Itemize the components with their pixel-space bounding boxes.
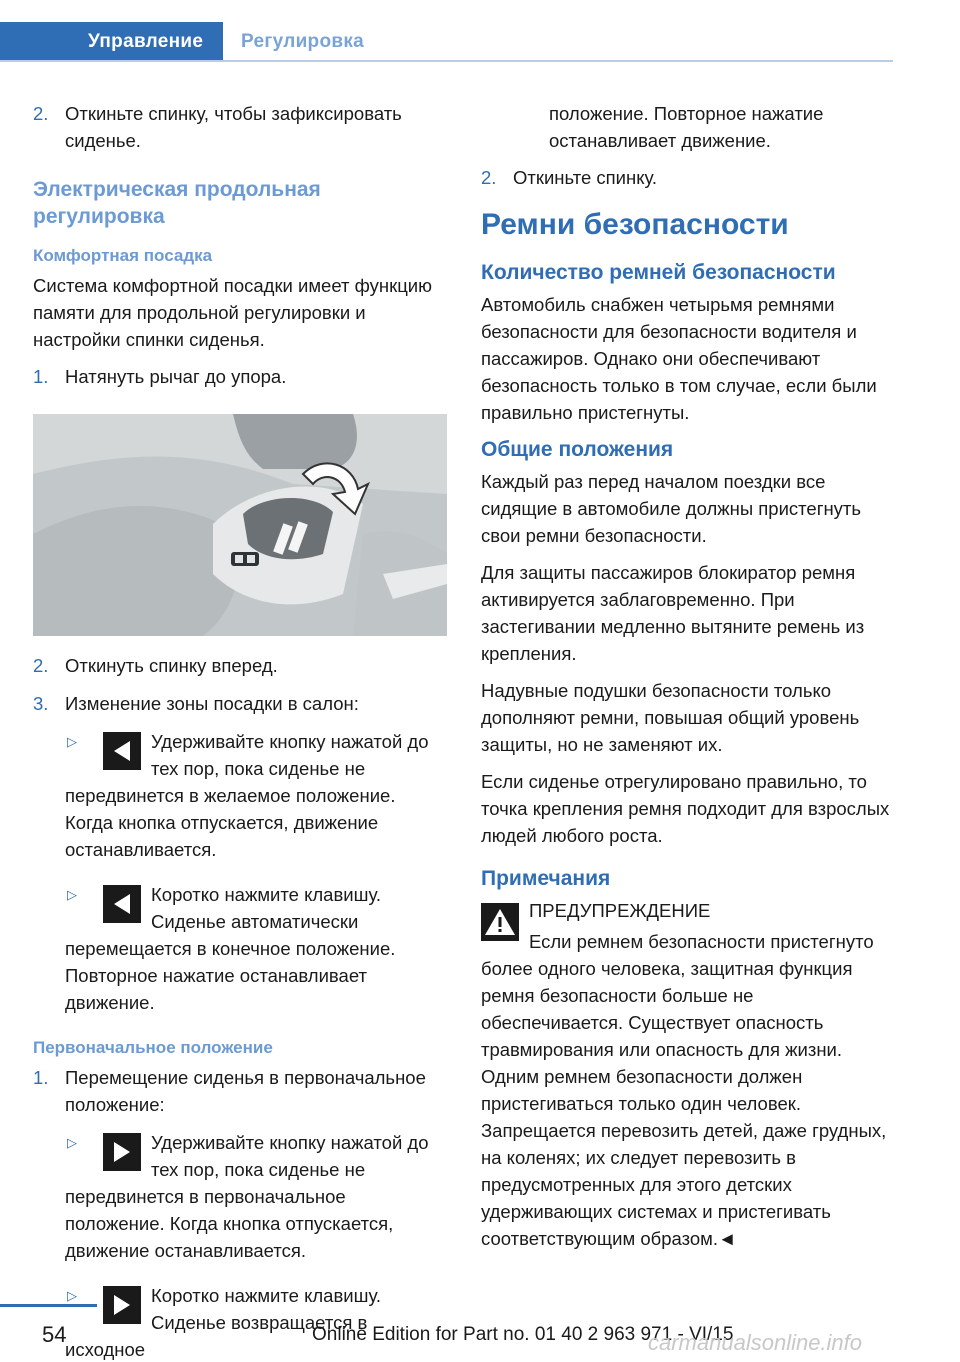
sub-text: Удерживайте кнопку нажатой до тех пор, пока сиденье не передвинется в желаемое положение. Когда кнопка отпускается, движение останавливается. — [65, 731, 429, 860]
left-column — [33, 100, 447, 1362]
step-item — [33, 100, 447, 154]
paragraph: Для защиты пассажиров блокиратор ремня активируется заблаговременно. При застегивании медленно вытяните ремень из крепления. — [481, 562, 865, 664]
seat-lever-illustration — [33, 414, 447, 636]
edition-note: Online Edition for Part no. 01 40 2 963 971 - VI/15 — [312, 1324, 734, 1345]
heading-general: Общие положения — [481, 438, 674, 461]
arrow-left-icon — [103, 885, 141, 923]
step-text: Откиньте спинку. — [513, 167, 658, 188]
step-item — [33, 363, 447, 390]
paragraph: Надувные подушки безопасности только дополняют ремни, повышая общий уровень защиты, но не заменяют их. — [481, 680, 860, 755]
sub-item — [33, 1282, 447, 1362]
paragraph: Если сиденье отрегулировано правильно, то точка крепления ремня подходит для взрослых людей любого роста. — [481, 771, 890, 846]
step-number: 1. — [33, 366, 49, 387]
warning-block — [481, 897, 893, 924]
heading-comfort-entry: Комфортная посадка — [33, 246, 213, 265]
sub-text: Коротко нажмите клавишу. Сиденье возвращается в исходное — [65, 1285, 381, 1360]
seat-lever-photo — [33, 414, 447, 636]
step-number: 1. — [33, 1067, 49, 1088]
heading-notes: Примечания — [481, 867, 611, 890]
arrow-right-icon — [103, 1133, 141, 1171]
continued-text: положение. Повторное нажатие останавливает движение. — [549, 103, 824, 151]
sub-item — [33, 728, 447, 863]
warning-triangle-icon — [481, 903, 519, 941]
step-text: Изменение зоны посадки в салон: — [65, 693, 359, 714]
sub-item — [33, 1129, 447, 1264]
step-text: Откинуть спинку вперед. — [65, 655, 278, 676]
heading-electric-adjust: Электрическая продольная регулировка — [33, 178, 321, 228]
sub-marker: ▷ — [67, 734, 77, 749]
step-text: Перемещение сиденья в первоначальное положение: — [65, 1067, 426, 1115]
arrow-left-icon — [103, 732, 141, 770]
sub-marker: ▷ — [67, 1288, 77, 1303]
step-text: Откиньте спинку, чтобы зафиксировать сиденье. — [65, 103, 402, 151]
step-number: 2. — [33, 655, 49, 676]
step-item — [33, 690, 447, 717]
warning-body: Если ремнем безопасности пристегнуто более одного человека, защитная функция ремня безопасности больше не обеспечивается. Существует опасность травмирования или опасность для жизни. Одним ремнем безопасности должен пристегиваться только один человек. Запрещается перевозить детей, даже грудных, на коленях; их следует перевозить в предусмотренных для этого детских удерживающих системах и пристегивать соответствующим образом.◄ — [481, 931, 887, 1249]
step-item — [33, 652, 447, 679]
footer-rule — [0, 1304, 97, 1307]
section-tab-inactive: Регулировка — [241, 31, 365, 52]
paragraph: Система комфортной посадки имеет функцию памяти для продольной регулировки и настройки спинки сиденья. — [33, 275, 433, 350]
arrow-right-icon — [103, 1286, 141, 1324]
sub-marker: ▷ — [67, 887, 77, 902]
warning-text — [481, 928, 893, 1252]
right-column — [481, 100, 893, 1262]
paragraph: Каждый раз перед началом поездки все сидящие в автомобиле должны пристегнуть свои ремни безопасности. — [481, 471, 862, 546]
sub-marker: ▷ — [67, 1135, 77, 1150]
page-header — [0, 22, 893, 62]
heading-belt-count: Количество ремней безопасности — [481, 261, 836, 284]
heading-seat-belts: Ремни безопасности — [481, 208, 789, 241]
step-number: 3. — [33, 693, 49, 714]
step-item — [33, 1064, 447, 1118]
paragraph: Автомобиль снабжен четырьмя ремнями безопасности для безопасности водителя и пассажиров. Однако они обеспечивают безопасность только в том случае, если были правильно пристегнуты. — [481, 294, 877, 423]
step-item — [481, 164, 893, 191]
sub-item — [33, 881, 447, 1016]
section-tab-active: Управление — [0, 22, 223, 62]
header-rule — [0, 60, 893, 62]
step-number: 2. — [33, 103, 49, 124]
step-text: Натянуть рычаг до упора. — [65, 366, 287, 387]
step-number: 2. — [481, 167, 497, 188]
heading-initial-position: Первоначальное положение — [33, 1038, 273, 1057]
warning-title: ПРЕДУПРЕЖДЕНИЕ — [529, 900, 711, 921]
sub-text: Коротко нажмите клавишу. Сиденье автоматически перемещается в конечное положение. Повторное нажатие останавливает движение. — [65, 884, 396, 1013]
sub-text: Удерживайте кнопку нажатой до тех пор, пока сиденье не передвинется в первоначальное положение. Когда кнопка отпускается, движение останавливается. — [65, 1132, 429, 1261]
page-number: 54 — [42, 1322, 67, 1347]
watermark: carmanualsonline.info — [648, 1330, 863, 1355]
